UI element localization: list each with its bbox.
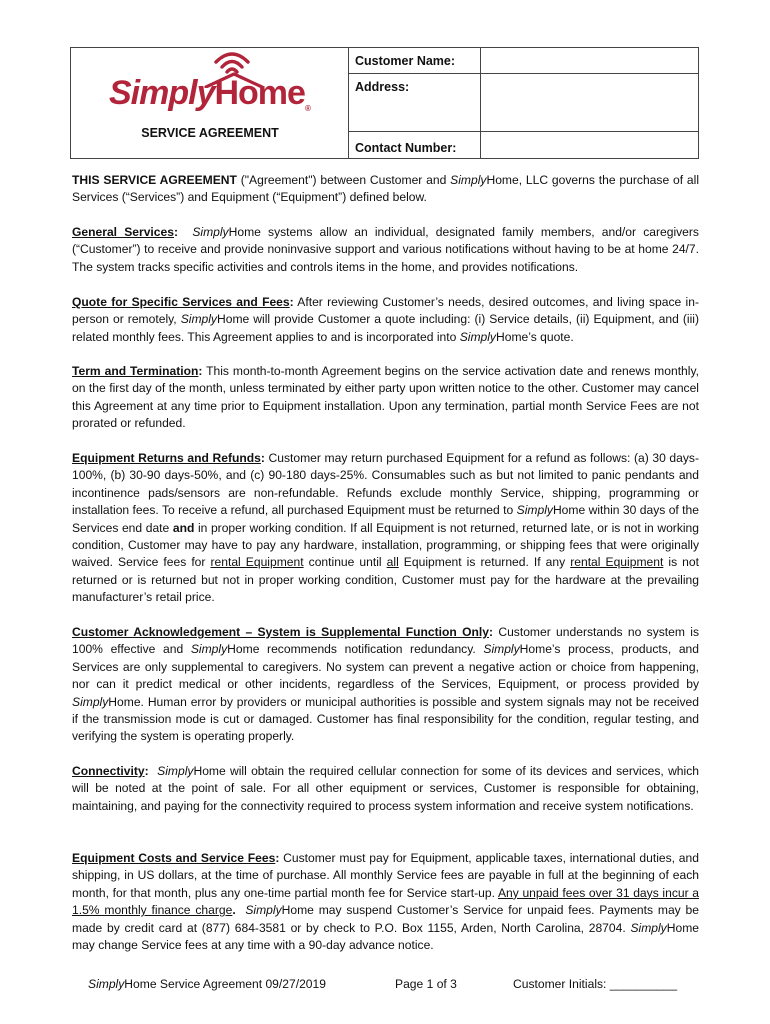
brand-simply: Simply (157, 764, 194, 778)
address-field[interactable] (481, 74, 698, 131)
footer-customer-initials[interactable]: Customer Initials: __________ (513, 977, 678, 991)
returns-text: in proper working condition. If all Equipment is not returned, returned late, or is not in working condition, Customer may have to pay any hardware, installation, programming, or shipping fees that were originally waived. Service fees for (72, 520, 700, 570)
footer-doc-title (88, 977, 326, 991)
quote-text: Home will provide Customer a quote including: (i) Service details, (ii) Equipment, and (iii) related monthly fees. This Agreement applies to and is incorporated into (72, 312, 699, 344)
brand-simply: Simply (180, 312, 217, 327)
general-services-heading: General Services (72, 225, 174, 239)
rental-equipment-term: rental Equipment (570, 555, 664, 570)
brand-simply: Simply (450, 173, 487, 187)
address-row (349, 74, 698, 132)
costs-text: Home may change Service fees at any time with a 90-day advance notice. (72, 920, 699, 953)
quote-text: Home’s quote. (495, 329, 574, 344)
returns-paragraph (72, 450, 699, 607)
acknowledgement-paragraph (72, 624, 699, 746)
intro-text: ("Agreement") between Customer and (236, 173, 451, 187)
registered-mark: ® (304, 104, 311, 113)
logo-wordmark (109, 74, 311, 113)
brand-simply: Simply (72, 694, 109, 709)
heading-colon: : (144, 764, 149, 778)
quote-heading: Quote for Specific Services and Fees (72, 295, 290, 309)
header-table (70, 47, 699, 159)
general-services-paragraph (72, 224, 699, 276)
quote-paragraph (72, 294, 699, 346)
brand-simply: Simply (483, 642, 520, 657)
returns-and: and (172, 520, 195, 535)
brand-simply: Simply (192, 225, 229, 239)
heading-colon: : (260, 451, 265, 465)
returns-text: Home within 30 days of the Services end date (72, 503, 699, 535)
brand-simply: Simply (459, 329, 496, 344)
customer-name-label: Customer Name: (349, 48, 481, 73)
intro-text: Home, LLC governs the purchase of all Services (“Services”) and Equipment (“Equipment”) defined below. (72, 173, 700, 205)
returns-text: Customer may return purchased Equipment for a refund as follows: (a) 30 days-100%, (b) 30-90 days-50%, and (c) 90-180 days-25%. Consumables such as but not limited to panic pendants and incontinence pads/sensors are non-refundable. Refunds exclude monthly Service, shipping, programming or installation fees. To receive a refund, all purchased Equipment must be returned to (72, 451, 699, 518)
connectivity-text: Home will obtain the required cellular connection for some of its devices and services, which will be noted at the point of sale. For all other equipment or services, Customer is responsible for obtaining, maintaining, and paying for the connectivity required to process system information and receive system notifications. (72, 764, 699, 813)
ack-text: Home’s process, products, and Services are only supplemental to caregivers. No system can prevent a negative action or choice from happening, nor can it predict medical or other incidents, regardless of the Services, Equipment, or process provided by (72, 642, 699, 692)
brand-simply: Simply (516, 503, 553, 518)
returns-heading: Equipment Returns and Refunds (72, 451, 261, 465)
costs-text: Home may suspend Customer’s Service for unpaid fees. Payments may be made by credit card at (877) 684-3581 or by check to P.O. Box 1155, Arden, North Carolina, 28704. (72, 903, 699, 935)
heading-colon: : (275, 851, 280, 865)
contact-number-field[interactable] (481, 132, 698, 158)
heading-colon: : (489, 625, 494, 639)
returns-text: continue until (303, 555, 387, 570)
returns-text: is not returned or is returned but not in proper working condition, Customer must pay for the hardware at the prevailing manufacturer’s retail price. (72, 555, 699, 605)
returns-text: Equipment is returned. If any (398, 555, 571, 570)
term-heading: Term and Termination (72, 364, 199, 378)
returns-all: all (386, 555, 399, 570)
quote-text: After reviewing Customer’s needs, desired outcomes, and living space in-person or remotely, (72, 295, 699, 327)
ack-text: Home recommends notification redundancy. (227, 642, 484, 657)
brand-simply: Simply (245, 903, 282, 918)
ack-text: Customer understands no system is 100% effective and (72, 625, 699, 657)
contact-number-row (349, 132, 698, 158)
finance-charge-clause: Any unpaid fees over 31 days incur a 1.5% monthly finance charge (72, 885, 699, 918)
footer-title-text: Home Service Agreement 09/27/2019 (124, 977, 326, 991)
heading-colon: : (173, 225, 178, 239)
rental-equipment-term: rental Equipment (210, 555, 304, 570)
brand-simply: Simply (630, 920, 667, 935)
logo-cell (71, 48, 349, 158)
service-agreement-title: SERVICE AGREEMENT (141, 126, 279, 140)
costs-paragraph (72, 850, 699, 954)
brand-simply: Simply (88, 977, 125, 991)
simplyhome-logo (109, 48, 319, 118)
heading-colon: : (198, 364, 203, 378)
footer-page-number: Page 1 of 3 (395, 977, 457, 991)
term-text: This month-to-month Agreement begins on the service activation date and renews monthly, on the first day of the month, unless terminated by either party upon written notice to the other. Customer may cancel this Agreement at any time prior to Equipment installation. Upon any termination, partial month Service Fees are not prorated or refunded. (72, 364, 699, 431)
costs-period: . (232, 903, 236, 918)
logo-home: Home (214, 74, 305, 112)
heading-colon: : (289, 295, 294, 309)
intro-lead: THIS SERVICE AGREEMENT (72, 173, 237, 187)
connectivity-paragraph (72, 763, 699, 815)
connectivity-heading: Connectivity (72, 764, 145, 778)
intro-paragraph (72, 172, 699, 207)
costs-text: Customer must pay for Equipment, applicable taxes, international duties, and shipping, in US dollars, at the time of purchase. All monthly Service fees are payable in full at the beginning of each month, for that month, plus any one-time partial month fee for Service start-up. (72, 851, 699, 900)
customer-name-row (349, 48, 698, 74)
acknowledgement-heading: Customer Acknowledgement – System is Supplemental Function Only (72, 625, 489, 639)
ack-text: Home. Human error by providers or municipal authorities is possible and system signals may not be received if the transmission mode is cut or damaged. Customer has final responsibility for the condition, regular testing, and verifying the system is operating properly. (72, 694, 699, 744)
address-label: Address: (349, 74, 481, 131)
customer-name-field[interactable] (481, 48, 698, 73)
contact-number-label: Contact Number: (349, 132, 481, 158)
general-services-text: Home systems allow an individual, designated family members, and/or caregivers (“Customer”) to receive and provide noninvasive support and various notifications without having to be at home 24/7. The system tracks specific activities and controls items in the home, and provides notifications. (72, 225, 699, 274)
costs-heading: Equipment Costs and Service Fees (72, 851, 276, 865)
logo-simply: Simply (109, 74, 215, 112)
brand-simply: Simply (190, 642, 228, 657)
term-paragraph (72, 363, 699, 433)
